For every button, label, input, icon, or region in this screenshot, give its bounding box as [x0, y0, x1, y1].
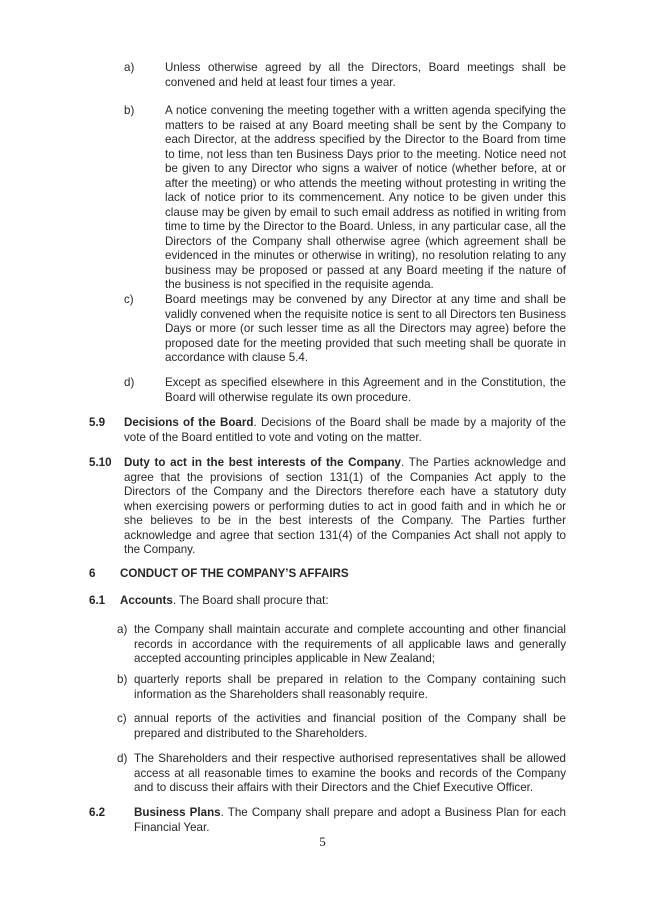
section-title: CONDUCT OF THE COMPANY’S AFFAIRS: [120, 567, 349, 580]
item-label: a): [117, 623, 128, 636]
section-number: 6: [89, 567, 96, 580]
item-label: d): [124, 376, 135, 389]
item-text: The Shareholders and their respective authorised representatives shall be allowed access at all reasonable times to examine the books and records of the Company and to discuss their affairs with their Directors and the Chief Executive Officer.: [134, 752, 566, 794]
item-text: annual reports of the activities and financial position of the Company shall be prepared and distributed to the Shareholders.: [134, 712, 566, 740]
clause-text: . The Parties acknowledge and agree that the provisions of section 131(1) of the Companies Act apply to the Directors of the Company and the Directors therefore each have a statutory duty when exercising powers or performing duties to act in good faith and in which he or she believes to be in the best interests of the Company. The Parties further acknowledge and agree that section 131(4) of the Companies Act shall not apply to the Company.: [124, 456, 566, 556]
clause-text: . The Board shall procure that:: [172, 594, 329, 607]
clause-number: 6.1: [89, 594, 106, 607]
item-label: d): [117, 752, 128, 765]
clause-number: 6.2: [89, 806, 106, 819]
item-text: Except as specified elsewhere in this Agreement and in the Constitution, the Board will otherwise regulate its own procedure.: [165, 376, 566, 404]
item-text: the Company shall maintain accurate and complete accounting and other financial records in accordance with the requirements of all applicable laws and generally accepted accounting principles applicable in New Zealand;: [134, 623, 566, 665]
item-label: c): [117, 712, 127, 725]
item-label: c): [124, 293, 134, 306]
item-text: Board meetings may be convened by any Director at any time and shall be validly convened when the requisite notice is sent to all Directors ten Business Days or more (or such lesser time as all the Directors may agree) before the proposed date for the meeting provided that such meeting shall be quorate in accordance with clause 5.4.: [165, 293, 566, 364]
clause-body: [134, 806, 566, 835]
clause-number: 5.9: [89, 416, 106, 429]
clause-heading: Business Plans: [134, 806, 221, 819]
item-text: quarterly reports shall be prepared in relation to the Company containing such information as the Shareholders shall reasonably require.: [134, 673, 566, 701]
page-number: 5: [319, 834, 326, 849]
item-label: a): [124, 61, 135, 74]
clause-heading: Accounts: [120, 594, 173, 607]
clause-text: . Decisions of the Board shall be made by a majority of the vote of the Board entitled to vote and voting on the matter.: [124, 416, 566, 444]
item-text: Unless otherwise agreed by all the Directors, Board meetings shall be convened and held at least four times a year.: [165, 61, 566, 89]
clause-body: [124, 416, 566, 445]
clause-body: [120, 594, 566, 609]
clause-heading: Duty to act in the best interests of the Company: [124, 456, 401, 469]
clause-body: [124, 456, 566, 558]
item-label: b): [117, 673, 128, 686]
item-text: A notice convening the meeting together with a written agenda specifying the matters to be raised at any Board meeting shall be sent by the Company to each Director, at the address specified by the Director to the Board from time to time, not less than ten Business Days prior to the meeting. Notice need not be given to any Director who signs a waiver of notice (whether before, at or after the meeting) or who attends the meeting without protesting in writing the lack of notice prior to its commencement. Any notice to be given under this clause may be given by email to such email address as notified in writing from time to time by the Director to the Board. Unless, in any particular case, all the Directors of the Company shall otherwise agree (which agreement shall be evidenced in the minutes or otherwise in writing), no resolution relating to any business may be proposed or passed at any Board meeting if the nature of the business is not specified in the requisite agenda.: [165, 104, 566, 291]
clause-text: . The Company shall prepare and adopt a Business Plan for each Financial Year.: [134, 806, 567, 834]
clause-number: 5.10: [89, 456, 112, 469]
clause-heading: Decisions of the Board: [124, 416, 254, 429]
item-label: b): [124, 104, 135, 117]
